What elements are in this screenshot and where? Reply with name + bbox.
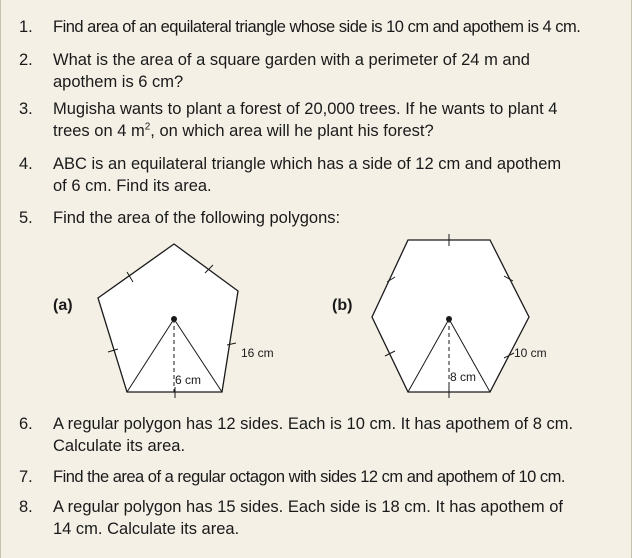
figure-label-b: (b) — [332, 297, 353, 314]
question-text: trees on 4 m — [53, 122, 145, 140]
question-text: of 6 cm. Find its area. — [53, 177, 212, 195]
question-number: 2. — [19, 51, 33, 69]
figure-label-a: (a) — [53, 297, 73, 314]
center-dot — [171, 316, 177, 322]
question-number: 6. — [19, 415, 33, 433]
center-dot — [446, 316, 452, 322]
apothem-label: 6 cm — [175, 373, 202, 387]
pentagon-figure — [53, 244, 274, 398]
question-text: Find the area of the following polygons: — [53, 209, 341, 227]
question-number: 7. — [19, 468, 33, 486]
question-text: apothem is 6 cm? — [53, 73, 184, 91]
question-number: 1. — [19, 18, 33, 36]
hexagon-figure — [332, 234, 547, 398]
question-text: ABC is an equilateral triangle which has a side of 12 cm and apothem — [53, 155, 562, 173]
question-text: What is the area of a square garden with a perimeter of 24 m and — [53, 51, 530, 69]
question-number: 5. — [19, 209, 33, 227]
question-text: , on which area will he plant his forest? — [150, 122, 434, 140]
question-text: A regular polygon has 12 sides. Each is 10 cm. It has apothem of 8 cm. — [53, 415, 574, 433]
question-text: Calculate its area. — [53, 437, 186, 455]
question-text: Find the area of a regular octagon with sides 12 cm and apothem of 10 cm. — [53, 468, 565, 486]
pentagon-shape — [98, 244, 238, 392]
question-text: Find area of an equilateral triangle whose side is 10 cm and apothem is 4 cm. — [53, 18, 581, 36]
question-text: Mugisha wants to plant a forest of 20,000 trees. If he wants to plant 4 — [53, 100, 558, 118]
superscript: 2 — [144, 121, 151, 133]
apothem-label: 8 cm — [450, 370, 477, 384]
side-length-label: 10 cm — [514, 346, 547, 360]
question-number: 3. — [19, 100, 33, 118]
question-number: 8. — [19, 498, 33, 516]
side-length-label: 16 cm — [241, 346, 274, 360]
question-number: 4. — [19, 155, 33, 173]
question-text: 14 cm. Calculate its area. — [53, 520, 240, 538]
question-text: A regular polygon has 15 sides. Each side is 18 cm. It has apothem of — [53, 498, 563, 516]
